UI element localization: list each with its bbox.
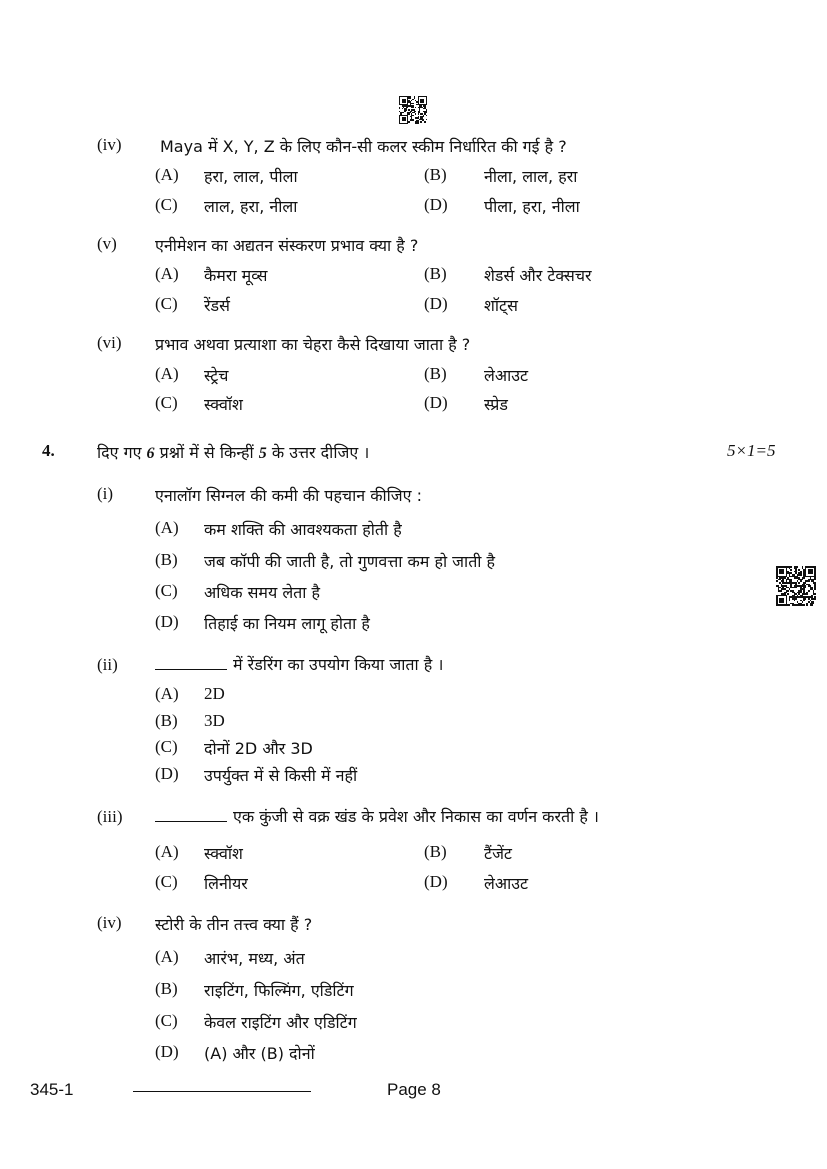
option-text: कम शक्ति की आवश्यकता होती है: [204, 520, 402, 539]
option-letter: (A): [155, 947, 179, 966]
option-letter: (A): [155, 264, 179, 283]
fill-in-blank: [155, 655, 227, 670]
option-letter: (C): [155, 393, 178, 412]
option-letter: (D): [424, 294, 448, 313]
option-letter: (A): [155, 518, 179, 537]
option-text: टैंजेंट: [484, 844, 513, 863]
option-text: स्क्वॉश: [204, 395, 243, 414]
question-number: (iv): [97, 913, 122, 932]
option-letter: (C): [155, 737, 178, 756]
option-letter: (D): [424, 195, 448, 214]
question-number: (v): [97, 234, 117, 253]
option-letter: (A): [155, 684, 179, 703]
question-text: एनीमेशन का अद्यतन संस्करण प्रभाव क्या है ?: [155, 236, 419, 255]
option-letter: (C): [155, 1011, 178, 1030]
question-text: एक कुंजी से वक्र खंड के प्रवेश और निकास का वर्णन करती है ।: [155, 805, 599, 827]
question-number: (vi): [97, 333, 122, 352]
option-letter: (B): [155, 711, 178, 730]
option-text: स्ट्रेच: [204, 366, 229, 385]
option-text: लेआउट: [484, 874, 529, 893]
option-letter: (A): [155, 842, 179, 861]
option-text: राइटिंग, फिल्मिंग, एडिटिंग: [204, 981, 354, 1000]
question-text: स्टोरी के तीन तत्त्व क्या हैं ?: [155, 915, 313, 934]
option-letter: (C): [155, 195, 178, 214]
question-text: एनालॉग सिग्नल की कमी की पहचान कीजिए :: [155, 486, 422, 505]
option-letter: (D): [155, 612, 179, 631]
page-number: Page 8: [387, 1080, 441, 1099]
option-text: शेडर्स और टेक्सचर: [484, 266, 592, 285]
question-instructions: दिए गए 6 प्रश्नों में से किन्हीं 5 के उत्तर दीजिए ।: [97, 443, 370, 462]
question-number: 4.: [42, 441, 55, 460]
qr-code-icon: [399, 96, 427, 124]
option-text: 3D: [204, 711, 225, 730]
paper-code: 345-1: [30, 1080, 74, 1099]
option-letter: (D): [424, 872, 448, 891]
option-letter: (A): [155, 364, 179, 383]
question-number: (iv): [97, 135, 122, 154]
option-letter: (B): [424, 842, 447, 861]
option-text: तिहाई का नियम लागू होता है: [204, 614, 370, 633]
option-text: रेंडर्स: [204, 296, 230, 315]
question-text: प्रभाव अथवा प्रत्याशा का चेहरा कैसे दिखाया जाता है ?: [155, 335, 471, 354]
option-letter: (A): [155, 165, 179, 184]
option-text: केवल राइटिंग और एडिटिंग: [204, 1013, 357, 1032]
option-text: लाल, हरा, नीला: [204, 197, 298, 216]
option-text: स्क्वॉश: [204, 844, 243, 863]
option-text: लेआउट: [484, 366, 529, 385]
option-text: नीला, लाल, हरा: [484, 167, 578, 186]
option-letter: (D): [155, 764, 179, 783]
option-text: लिनीयर: [204, 874, 248, 893]
option-text: (A) और (B) दोनों: [204, 1044, 315, 1063]
option-text: कैमरा मूव्स: [204, 266, 268, 285]
qr-code-icon: [776, 566, 816, 606]
marks-allocation: 5×1=5: [727, 441, 776, 460]
option-letter: (C): [155, 872, 178, 891]
option-letter: (D): [424, 393, 448, 412]
question-text: में रेंडरिंग का उपयोग किया जाता है ।: [155, 653, 443, 675]
option-text: पीला, हरा, नीला: [484, 197, 580, 216]
option-text: उपर्युक्त में से किसी में नहीं: [204, 766, 358, 785]
footer-rule: [133, 1091, 311, 1092]
question-number: (ii): [97, 655, 118, 674]
option-letter: (C): [155, 294, 178, 313]
option-letter: (B): [155, 979, 178, 998]
option-text: जब कॉपी की जाती है, तो गुणवत्ता कम हो जाती है: [204, 552, 496, 571]
question-text: Maya में X, Y, Z के लिए कौन-सी कलर स्कीम निर्धारित की गई है ?: [160, 137, 567, 156]
option-text: हरा, लाल, पीला: [204, 167, 298, 186]
question-number: (i): [97, 484, 114, 503]
option-text: आरंभ, मध्य, अंत: [204, 949, 305, 968]
question-number: (iii): [97, 807, 123, 826]
option-text: शॉट्स: [484, 296, 518, 315]
option-letter: (D): [155, 1042, 179, 1061]
option-letter: (C): [155, 581, 178, 600]
option-letter: (B): [424, 364, 447, 383]
option-letter: (B): [424, 264, 447, 283]
option-letter: (B): [155, 550, 178, 569]
option-text: दोनों 2D और 3D: [204, 739, 313, 758]
option-text: 2D: [204, 684, 225, 703]
option-letter: (B): [424, 165, 447, 184]
option-text: अधिक समय लेता है: [204, 583, 321, 602]
fill-in-blank: [155, 807, 227, 822]
option-text: स्प्रेड: [484, 395, 508, 414]
